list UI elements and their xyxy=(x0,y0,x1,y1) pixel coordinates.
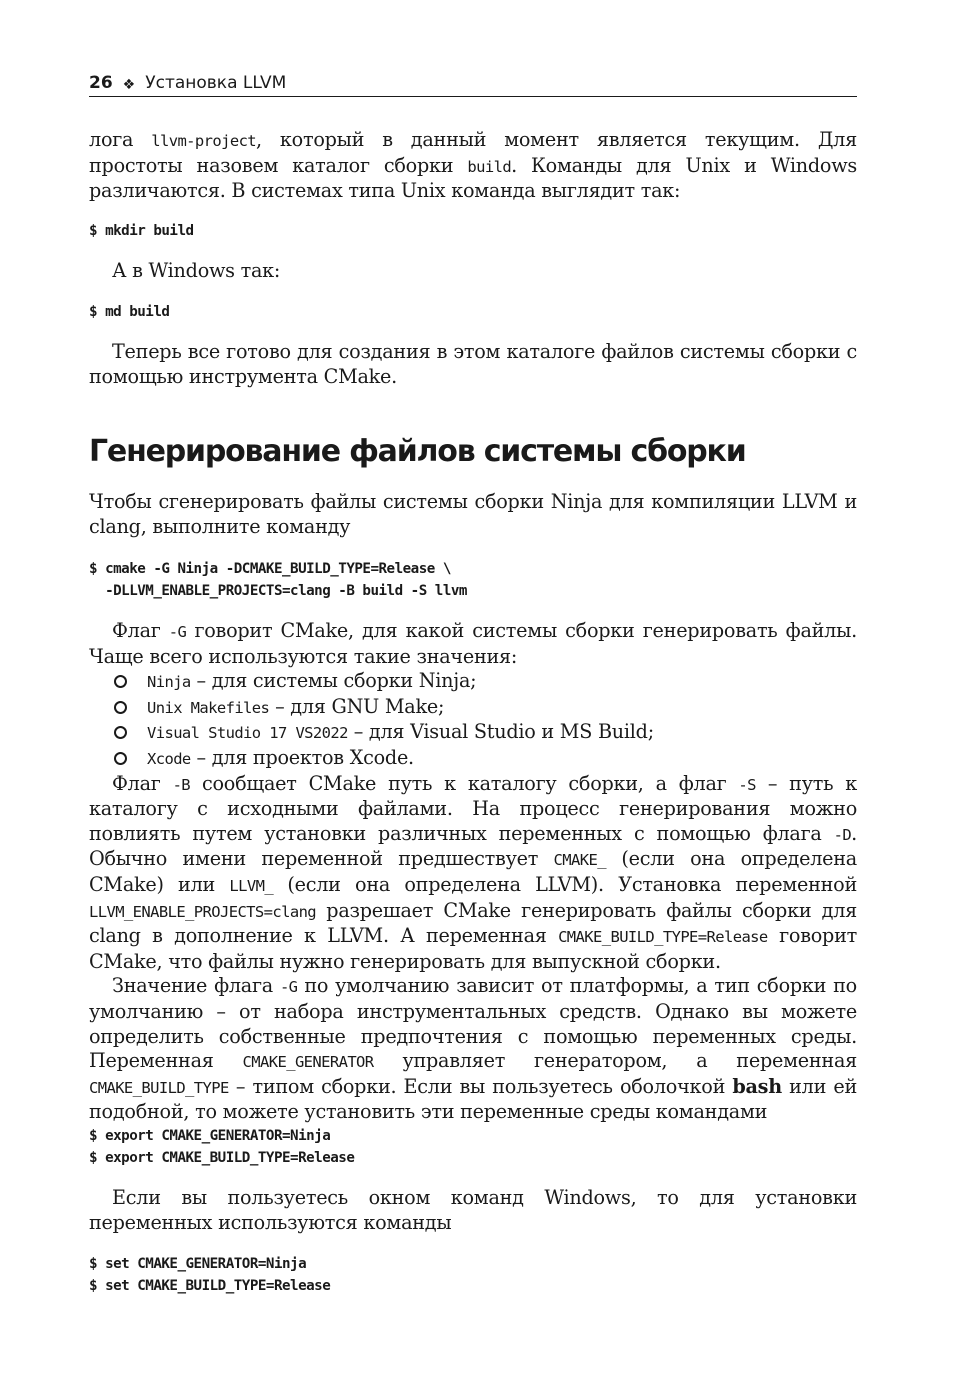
bullet-icon xyxy=(114,675,127,688)
paragraph-cmake-ready: Теперь все готово для создания в этом каталоге файлов системы сборки с помощью инструмента CMake. xyxy=(89,340,857,388)
paragraph-intro: лога llvm-project, который в данный момент является текущим. Для простоты назовем каталог сборки build. Команды для Unix и Windows различаются. В системах типа Unix команда выглядит так: xyxy=(89,128,857,203)
inline-code: llvm-project xyxy=(151,132,257,150)
paragraph-windows-cmd: Если вы пользуетесь окном команд Windows, то для установки переменных используются команды xyxy=(89,1186,857,1234)
ornament-icon: ❖ xyxy=(122,77,136,93)
list-item: Unix Makefiles – для GNU Make; xyxy=(89,695,857,721)
chapter-title: Установка LLVM xyxy=(145,73,287,93)
list-item: Visual Studio 17 VS2022 – для Visual Studio и MS Build; xyxy=(89,720,857,746)
paragraph-flag-g: Флаг -G говорит CMake, для какой системы сборки генерировать файлы. Чаще всего используются такие значения: xyxy=(89,619,857,668)
code-block-set: $ set CMAKE_GENERATOR=Ninja $ set CMAKE_BUILD_TYPE=Release xyxy=(89,1256,331,1294)
inline-code: build xyxy=(467,157,512,176)
bullet-icon xyxy=(114,752,127,765)
code-block-mkdir: $ mkdir build xyxy=(89,223,194,239)
code-block-md: $ md build xyxy=(89,304,170,320)
section-heading: Генерирование файлов системы сборки xyxy=(89,434,746,469)
bullet-icon xyxy=(114,701,127,714)
code-block-cmake: $ cmake -G Ninja -DCMAKE_BUILD_TYPE=Release \ -DLLVM_ENABLE_PROJECTS=clang -B build -S llvm xyxy=(89,561,467,599)
inline-code: -G xyxy=(168,623,187,641)
paragraph-windows: А в Windows так: xyxy=(112,259,281,282)
generator-section xyxy=(89,619,857,1125)
code-block-export: $ export CMAKE_GENERATOR=Ninja $ export CMAKE_BUILD_TYPE=Release xyxy=(89,1128,355,1166)
generator-list xyxy=(89,669,857,771)
running-header xyxy=(89,70,857,97)
paragraph-env-vars: Значение флага -G по умолчанию зависит от платформы, а тип сборки по умолчанию – от набора инструментальных средств. Однако вы можете определить собственные предпочтения с помощью переменных среды. Переменная CMAKE_GENERATOR управляет генератором, а переменная CMAKE_BUILD_TYPE – типом сборки. Если вы пользуетесь оболочкой bash или ей подобной, то можете установить эти переменные среды командами xyxy=(89,974,857,1124)
list-item: Xcode – для проектов Xcode. xyxy=(89,746,857,772)
paragraph-flags-b-s: Флаг -B сообщает CMake путь к каталогу сборки, а флаг -S – путь к каталогу с исходными файлами. На процесс генерирования можно повлиять путем установки различных переменных с помощью флага -D. Обычно имени переменной предшествует CMAKE_ (если она определена CMake) или LLVM_ (если она определена LLVM). Установка переменной LLVM_ENABLE_PROJECTS=clang разрешает CMake генерировать файлы сборки для clang в дополнение к LLVM. А переменная CMAKE_BUILD_TYPE=Release говорит CMake, что файлы нужно генерировать для выпускной сборки. xyxy=(89,771,857,973)
paragraph-generate: Чтобы сгенерировать файлы системы сборки Ninja для компиляции LLVM и clang, выполните команду xyxy=(89,490,857,538)
page-number: 26 xyxy=(89,73,113,93)
list-item: Ninja – для системы сборки Ninja; xyxy=(89,669,857,695)
bullet-icon xyxy=(114,726,127,739)
